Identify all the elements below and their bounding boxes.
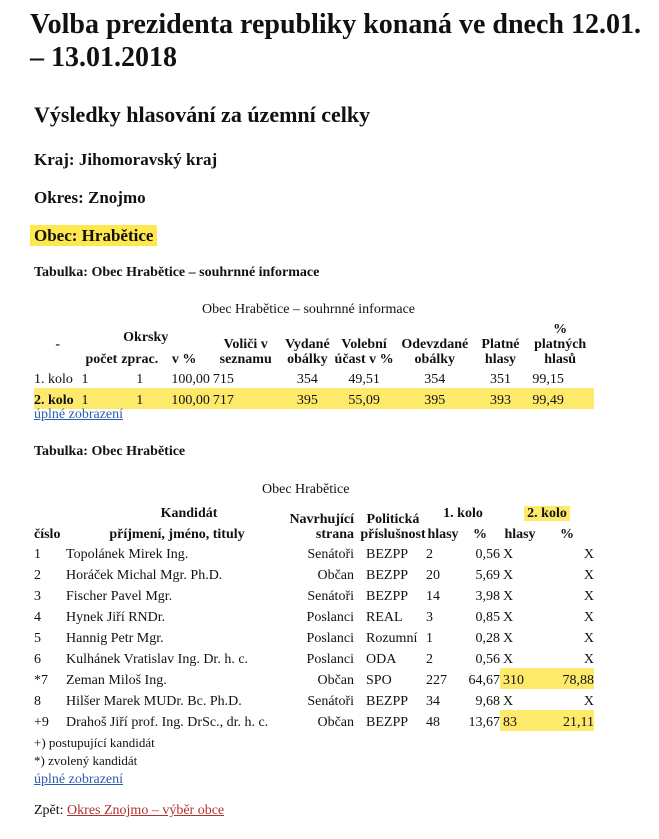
summary-header-pct-platnych: % platných hlasů xyxy=(534,322,587,367)
page-title: Volba prezidenta republiky konaná ve dnech 12.01. – 13.01.2018 xyxy=(30,9,641,73)
votes-round1: 48 xyxy=(426,715,440,730)
candidates-table xyxy=(34,500,594,731)
candidate-number: +9 xyxy=(34,715,49,730)
header-kolo2: 2. kolo xyxy=(500,500,594,521)
table-row xyxy=(34,710,594,731)
candidate-name: Kulhánek Vratislav Ing. Dr. h. c. xyxy=(66,652,249,667)
summary-table-caption: Tabulka: Obec Hrabětice – souhrnné informace xyxy=(34,265,320,280)
candidate-name: Fischer Pavel Mgr. xyxy=(66,589,173,604)
table-row xyxy=(34,626,594,647)
header-prislusnost: Politická příslušnost xyxy=(360,512,426,542)
candidate-number: 2 xyxy=(34,568,41,583)
summary-header-pct: v % xyxy=(171,352,197,367)
pct-round2: 78,88 xyxy=(540,668,594,689)
cell: 49,51 xyxy=(348,372,380,387)
cell: 100,00 xyxy=(171,372,210,387)
candidate-number: *7 xyxy=(34,673,48,688)
candidate-number: 3 xyxy=(34,589,41,604)
pct-round1: 0,28 xyxy=(475,631,500,646)
header-kandidat: Kandidát xyxy=(160,506,218,521)
candidate-affiliation: Rozumní xyxy=(366,631,418,646)
summary-header-okrsky: Okrsky xyxy=(123,329,169,345)
cell: 100,00 xyxy=(158,388,210,409)
pct-round2: X xyxy=(583,589,594,604)
cell: 393 xyxy=(475,388,527,409)
candidate-number: 6 xyxy=(34,652,41,667)
table-row xyxy=(34,542,594,563)
candidate-name: Hilšer Marek MUDr. Bc. Ph.D. xyxy=(66,694,242,709)
region-label: Kraj: Jihomoravský kraj xyxy=(34,150,218,169)
cell: 1 xyxy=(121,388,158,409)
pct-round2: X xyxy=(583,547,594,562)
pct-round2: 21,11 xyxy=(540,710,594,731)
pct-round2: X xyxy=(583,631,594,646)
pct-round2: X xyxy=(583,652,594,667)
summary-row-kolo1 xyxy=(34,367,594,388)
header-hlasy1: hlasy xyxy=(427,527,459,542)
votes-round1: 20 xyxy=(426,568,440,583)
summary-table xyxy=(34,322,594,409)
summary-header-row-1 xyxy=(34,322,594,345)
candidate-party: Občan xyxy=(317,673,354,688)
candidate-number: 4 xyxy=(34,610,41,625)
candidate-affiliation: REAL xyxy=(366,610,403,625)
subtitle: Výsledky hlasování za územní celky xyxy=(34,102,371,127)
summary-header-dash: - xyxy=(55,337,61,352)
candidate-name: Horáček Michal Mgr. Ph.D. xyxy=(66,568,223,583)
candidate-party: Občan xyxy=(317,715,354,730)
table-row xyxy=(34,689,594,710)
summary-header-pocet: počet xyxy=(85,352,118,367)
candidate-affiliation: ODA xyxy=(366,652,397,667)
pct-round1: 0,56 xyxy=(475,547,500,562)
pct-round1: 5,69 xyxy=(475,568,500,583)
votes-round2: X xyxy=(503,652,514,667)
votes-round2: X xyxy=(503,547,514,562)
candidate-name: Zeman Miloš Ing. xyxy=(66,673,167,688)
summary-header-platne: Platné hlasy xyxy=(481,337,520,367)
votes-round1: 14 xyxy=(426,589,440,604)
votes-round1: 2 xyxy=(426,652,433,667)
candidate-party: Senátoři xyxy=(307,694,354,709)
summary-header-volici: Voliči v seznamu xyxy=(219,337,272,367)
votes-round2: X xyxy=(503,610,514,625)
votes-round2: 83 xyxy=(500,710,540,731)
cell: 1 xyxy=(81,372,89,387)
cell: 715 xyxy=(212,372,234,387)
votes-round2: X xyxy=(503,589,514,604)
candidates-table-title: Obec Hrabětice xyxy=(262,482,350,497)
candidate-affiliation: BEZPP xyxy=(366,694,409,709)
cell: 717 xyxy=(210,388,282,409)
cell: 354 xyxy=(424,372,446,387)
candidate-name: Drahoš Jiří prof. Ing. DrSc., dr. h. c. xyxy=(66,715,269,730)
candidate-party: Poslanci xyxy=(306,652,354,667)
candidate-name: Topolánek Mirek Ing. xyxy=(66,547,189,562)
votes-round1: 227 xyxy=(426,673,447,688)
summary-header-vydane: Vydané obálky xyxy=(285,337,330,367)
candidate-name: Hynek Jiří RNDr. xyxy=(66,610,166,625)
back-navigation xyxy=(34,803,224,819)
candidate-affiliation: SPO xyxy=(366,673,392,688)
candidate-party: Poslanci xyxy=(306,610,354,625)
summary-table-title: Obec Hrabětice – souhrnné informace xyxy=(202,302,416,317)
cell: 395 xyxy=(395,388,475,409)
votes-round2: X xyxy=(503,694,514,709)
pct-round1: 64,67 xyxy=(468,673,500,688)
candidate-name: Hannig Petr Mgr. xyxy=(66,631,164,646)
table-row xyxy=(34,647,594,668)
votes-round2: X xyxy=(503,568,514,583)
pct-round1: 0,85 xyxy=(475,610,500,625)
candidate-party: Senátoři xyxy=(307,589,354,604)
header-hlasy2: hlasy xyxy=(504,527,536,542)
district-label: Okres: Znojmo xyxy=(34,188,146,207)
candidate-affiliation: BEZPP xyxy=(366,715,409,730)
candidate-affiliation: BEZPP xyxy=(366,589,409,604)
candidates-full-view-link[interactable]: úplné zobrazení xyxy=(34,772,124,787)
header-pct1: % xyxy=(473,527,487,542)
pct-round2: X xyxy=(583,610,594,625)
cell: 354 xyxy=(296,372,318,387)
cell: 1 xyxy=(136,372,144,387)
cell: 99,49 xyxy=(526,388,594,409)
back-link[interactable]: Okres Znojmo – výběr obce xyxy=(67,803,225,818)
cell: 1 xyxy=(81,388,121,409)
back-label: Zpět: xyxy=(34,803,64,818)
summary-header-zprac: zprac. xyxy=(121,352,159,367)
votes-round1: 3 xyxy=(426,610,433,625)
candidate-party: Poslanci xyxy=(306,631,354,646)
cell: 351 xyxy=(489,372,511,387)
candidate-affiliation: BEZPP xyxy=(366,547,409,562)
summary-full-view-link[interactable]: úplné zobrazení xyxy=(34,407,124,422)
table-row xyxy=(34,584,594,605)
header-pct2: % xyxy=(560,527,574,542)
pct-round1: 3,98 xyxy=(475,589,500,604)
table-row xyxy=(34,605,594,626)
summary-header-ucast: Volební účast v % xyxy=(334,337,394,367)
votes-round2: X xyxy=(503,631,514,646)
votes-round1: 1 xyxy=(426,631,433,646)
note-elected: *) zvolený kandidát xyxy=(34,753,138,768)
pct-round2: X xyxy=(583,568,594,583)
pct-round1: 0,56 xyxy=(475,652,500,667)
candidate-number: 1 xyxy=(34,547,41,562)
cell: 1. kolo xyxy=(34,372,73,387)
candidates-table-body xyxy=(34,542,594,731)
note-advancing: +) postupující kandidát xyxy=(34,735,155,750)
header-cislo: číslo xyxy=(34,527,61,542)
candidates-table-caption: Tabulka: Obec Hrabětice xyxy=(34,444,186,459)
table-row xyxy=(34,563,594,584)
cell: 99,15 xyxy=(532,372,564,387)
votes-round1: 2 xyxy=(426,547,433,562)
municipality-label: Obec: Hrabětice xyxy=(34,226,157,246)
candidate-party: Senátoři xyxy=(307,547,354,562)
header-jmeno: příjmení, jméno, tituly xyxy=(109,527,245,542)
candidate-number: 5 xyxy=(34,631,41,646)
votes-round1: 34 xyxy=(426,694,440,709)
pct-round2: X xyxy=(583,694,594,709)
header-kolo1: 1. kolo xyxy=(443,506,483,521)
candidates-header-row-1 xyxy=(34,500,594,521)
summary-header-odevzdane: Odevzdané obálky xyxy=(401,337,469,367)
cell: 2. kolo xyxy=(34,388,81,409)
votes-round2: 310 xyxy=(500,668,540,689)
pct-round1: 9,68 xyxy=(475,694,500,709)
table-row xyxy=(34,668,594,689)
pct-round1: 13,67 xyxy=(468,715,500,730)
candidate-number: 8 xyxy=(34,694,41,709)
header-strana: Navrhující strana xyxy=(289,512,354,542)
candidate-affiliation: BEZPP xyxy=(366,568,409,583)
cell: 395 xyxy=(281,388,333,409)
cell: 55,09 xyxy=(333,388,395,409)
candidate-party: Občan xyxy=(317,568,354,583)
